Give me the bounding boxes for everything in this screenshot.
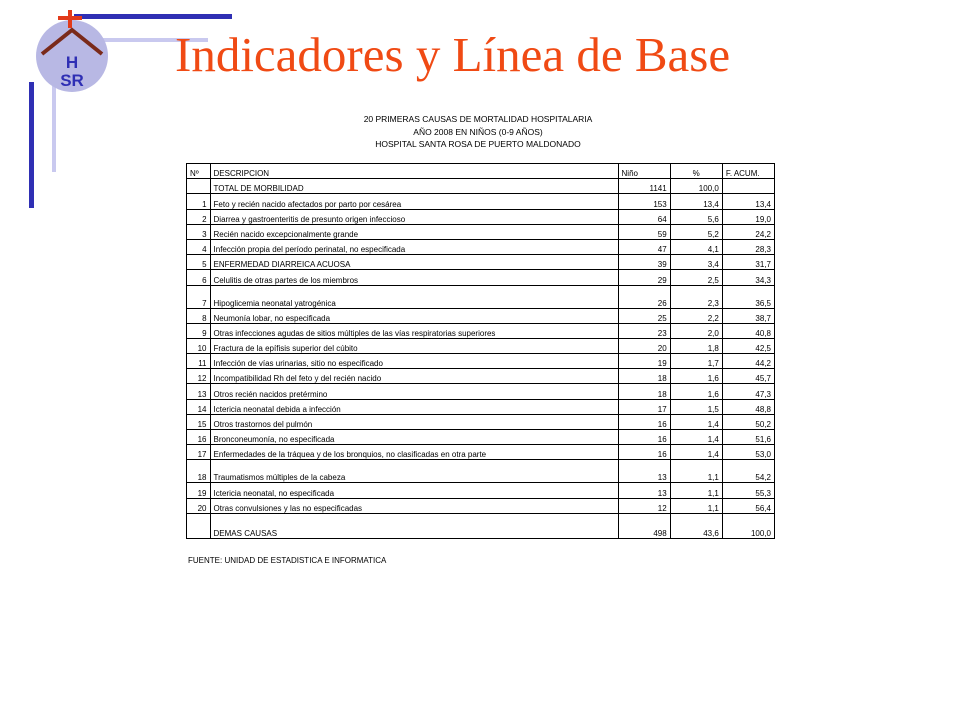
column-header-cumulative: F. ACUM. (722, 164, 774, 179)
report-heading-line: AÑO 2008 EN NIÑOS (0-9 AÑOS) (413, 126, 543, 137)
cell-count: 18 (618, 369, 670, 384)
cell-number: 14 (187, 399, 211, 414)
column-header-description: DESCRIPCION (210, 164, 618, 179)
cell-description: DEMAS CAUSAS (210, 513, 618, 538)
cell-percent: 1,1 (670, 498, 722, 513)
cell-description: Fractura de la epífisis superior del cúbito (210, 338, 618, 353)
column-header-count: Niño (618, 164, 670, 179)
cell-count: 59 (618, 224, 670, 239)
cell-description: Neumonía lobar, no especificada (210, 308, 618, 323)
cell-percent: 2,2 (670, 308, 722, 323)
cell-number: 2 (187, 209, 211, 224)
cell-description: Feto y recién nacido afectados por parto por cesárea (210, 194, 618, 209)
cell-description: Infección propia del período perinatal, no especificada (210, 239, 618, 254)
cell-percent: 1,7 (670, 354, 722, 369)
table-row (187, 239, 775, 254)
table-row (187, 498, 775, 513)
table-row (187, 460, 775, 483)
cell-number: 6 (187, 270, 211, 285)
cell-cumulative: 40,8 (722, 323, 774, 338)
table-row (187, 445, 775, 460)
table-row (187, 224, 775, 239)
cell-count: 13 (618, 460, 670, 483)
table-row (187, 354, 775, 369)
table-row (187, 369, 775, 384)
cell-count: 16 (618, 430, 670, 445)
cell-cumulative: 100,0 (722, 513, 774, 538)
cell-count: 12 (618, 498, 670, 513)
cell-percent: 4,1 (670, 239, 722, 254)
table-row (187, 483, 775, 498)
cell-cumulative: 53,0 (722, 445, 774, 460)
cell-cumulative: 13,4 (722, 194, 774, 209)
cell-number: 20 (187, 498, 211, 513)
cell-count: 19 (618, 354, 670, 369)
table-row (187, 338, 775, 353)
table-row (187, 323, 775, 338)
column-header-percent: % (670, 164, 722, 179)
cell-percent: 2,3 (670, 285, 722, 308)
cell-percent: 1,4 (670, 430, 722, 445)
cell-cumulative: 56,4 (722, 498, 774, 513)
cell-number: 9 (187, 323, 211, 338)
cell-cumulative: 48,8 (722, 399, 774, 414)
cell-cumulative: 54,2 (722, 460, 774, 483)
cell-description: Otros recién nacidos pretérmino (210, 384, 618, 399)
table-row (187, 209, 775, 224)
cell-number: 1 (187, 194, 211, 209)
cell-number (187, 513, 211, 538)
cell-percent: 1,4 (670, 445, 722, 460)
cell-count: 29 (618, 270, 670, 285)
cell-percent: 43,6 (670, 513, 722, 538)
cell-cumulative: 31,7 (722, 255, 774, 270)
table-row (187, 384, 775, 399)
decorative-line-left (29, 82, 34, 208)
cell-count: 25 (618, 308, 670, 323)
table-row (187, 308, 775, 323)
table-row (187, 270, 775, 285)
table-row-other-causes (187, 513, 775, 538)
cell-count: 20 (618, 338, 670, 353)
cell-number: 15 (187, 414, 211, 429)
cell-cumulative: 45,7 (722, 369, 774, 384)
cell-number: 4 (187, 239, 211, 254)
cell-percent: 1,1 (670, 460, 722, 483)
cell-percent: 100,0 (670, 179, 722, 194)
cell-description: Enfermedades de la tráquea y de los bronquios, no clasificadas en otra parte (210, 445, 618, 460)
table-row (187, 414, 775, 429)
cell-cumulative (722, 179, 774, 194)
cell-count: 47 (618, 239, 670, 254)
cell-cumulative: 24,2 (722, 224, 774, 239)
cell-description: ENFERMEDAD DIARREICA ACUOSA (210, 255, 618, 270)
cell-number: 11 (187, 354, 211, 369)
cell-description: Diarrea y gastroenteritis de presunto origen infeccioso (210, 209, 618, 224)
cell-number: 12 (187, 369, 211, 384)
cell-count: 1141 (618, 179, 670, 194)
table-row (187, 399, 775, 414)
cell-number: 7 (187, 285, 211, 308)
cell-percent: 13,4 (670, 194, 722, 209)
cell-cumulative: 36,5 (722, 285, 774, 308)
cell-description: Ictericia neonatal, no especificada (210, 483, 618, 498)
cell-description: Otras convulsiones y las no especificadas (210, 498, 618, 513)
cell-description: Hipoglicemia neonatal yatrogénica (210, 285, 618, 308)
cell-cumulative: 34,3 (722, 270, 774, 285)
cell-percent: 5,2 (670, 224, 722, 239)
cell-count: 64 (618, 209, 670, 224)
table-row-total (187, 179, 775, 194)
cell-number: 16 (187, 430, 211, 445)
cell-count: 18 (618, 384, 670, 399)
table-header-row (187, 164, 775, 179)
hsr-house-logo-icon (28, 10, 114, 94)
table-row (187, 285, 775, 308)
cell-percent: 1,8 (670, 338, 722, 353)
cell-percent: 2,5 (670, 270, 722, 285)
cell-cumulative: 42,5 (722, 338, 774, 353)
cell-cumulative: 50,2 (722, 414, 774, 429)
cell-number: 3 (187, 224, 211, 239)
mortality-table (186, 163, 775, 539)
svg-text:H: H (65, 53, 79, 72)
cell-percent: 1,6 (670, 369, 722, 384)
cell-description: Otros trastornos del pulmón (210, 414, 618, 429)
cell-percent: 1,4 (670, 414, 722, 429)
cell-cumulative: 55,3 (722, 483, 774, 498)
cell-count: 16 (618, 445, 670, 460)
cell-number (187, 179, 211, 194)
cell-cumulative: 19,0 (722, 209, 774, 224)
cell-count: 498 (618, 513, 670, 538)
page-title: Indicadores y Línea de Base (175, 27, 731, 82)
table-row (187, 194, 775, 209)
cell-percent: 2,0 (670, 323, 722, 338)
cell-percent: 1,6 (670, 384, 722, 399)
cell-number: 17 (187, 445, 211, 460)
report-heading (283, 113, 673, 151)
report-heading-line: HOSPITAL SANTA ROSA DE PUERTO MALDONADO (375, 139, 581, 149)
cell-description: Celulitis de otras partes de los miembros (210, 270, 618, 285)
cell-number: 18 (187, 460, 211, 483)
cell-cumulative: 51,6 (722, 430, 774, 445)
cell-description: Otras infecciones agudas de sitios múltiples de las vías respiratorias superiores (210, 323, 618, 338)
cell-number: 19 (187, 483, 211, 498)
cell-percent: 1,5 (670, 399, 722, 414)
cell-number: 10 (187, 338, 211, 353)
cell-description: Traumatismos múltiples de la cabeza (210, 460, 618, 483)
decorative-line-left-light (52, 86, 56, 172)
cell-cumulative: 47,3 (722, 384, 774, 399)
cell-count: 153 (618, 194, 670, 209)
table-row (187, 430, 775, 445)
cell-description: Incompatibilidad Rh del feto y del recién nacido (210, 369, 618, 384)
cell-description: TOTAL DE MORBILIDAD (210, 179, 618, 194)
svg-text:SR: SR (60, 71, 84, 90)
cell-count: 23 (618, 323, 670, 338)
source-note: FUENTE: UNIDAD DE ESTADISTICA E INFORMATICA (188, 556, 387, 565)
cell-percent: 1,1 (670, 483, 722, 498)
cell-description: Bronconeumonía, no especificada (210, 430, 618, 445)
cell-cumulative: 44,2 (722, 354, 774, 369)
cell-count: 17 (618, 399, 670, 414)
report-heading-line: 20 PRIMERAS CAUSAS DE MORTALIDAD HOSPITALARIA (363, 114, 593, 124)
table-row (187, 255, 775, 270)
cell-count: 16 (618, 414, 670, 429)
cell-number: 5 (187, 255, 211, 270)
cell-cumulative: 28,3 (722, 239, 774, 254)
cell-number: 13 (187, 384, 211, 399)
cell-count: 13 (618, 483, 670, 498)
cell-description: Ictericia neonatal debida a infección (210, 399, 618, 414)
cell-number: 8 (187, 308, 211, 323)
cell-count: 39 (618, 255, 670, 270)
cell-cumulative: 38,7 (722, 308, 774, 323)
column-header-number: Nº (187, 164, 211, 179)
cell-description: Recién nacido excepcionalmente grande (210, 224, 618, 239)
cell-count: 26 (618, 285, 670, 308)
cell-percent: 5,6 (670, 209, 722, 224)
cell-description: Infección de vías urinarias, sitio no especificado (210, 354, 618, 369)
cell-percent: 3,4 (670, 255, 722, 270)
